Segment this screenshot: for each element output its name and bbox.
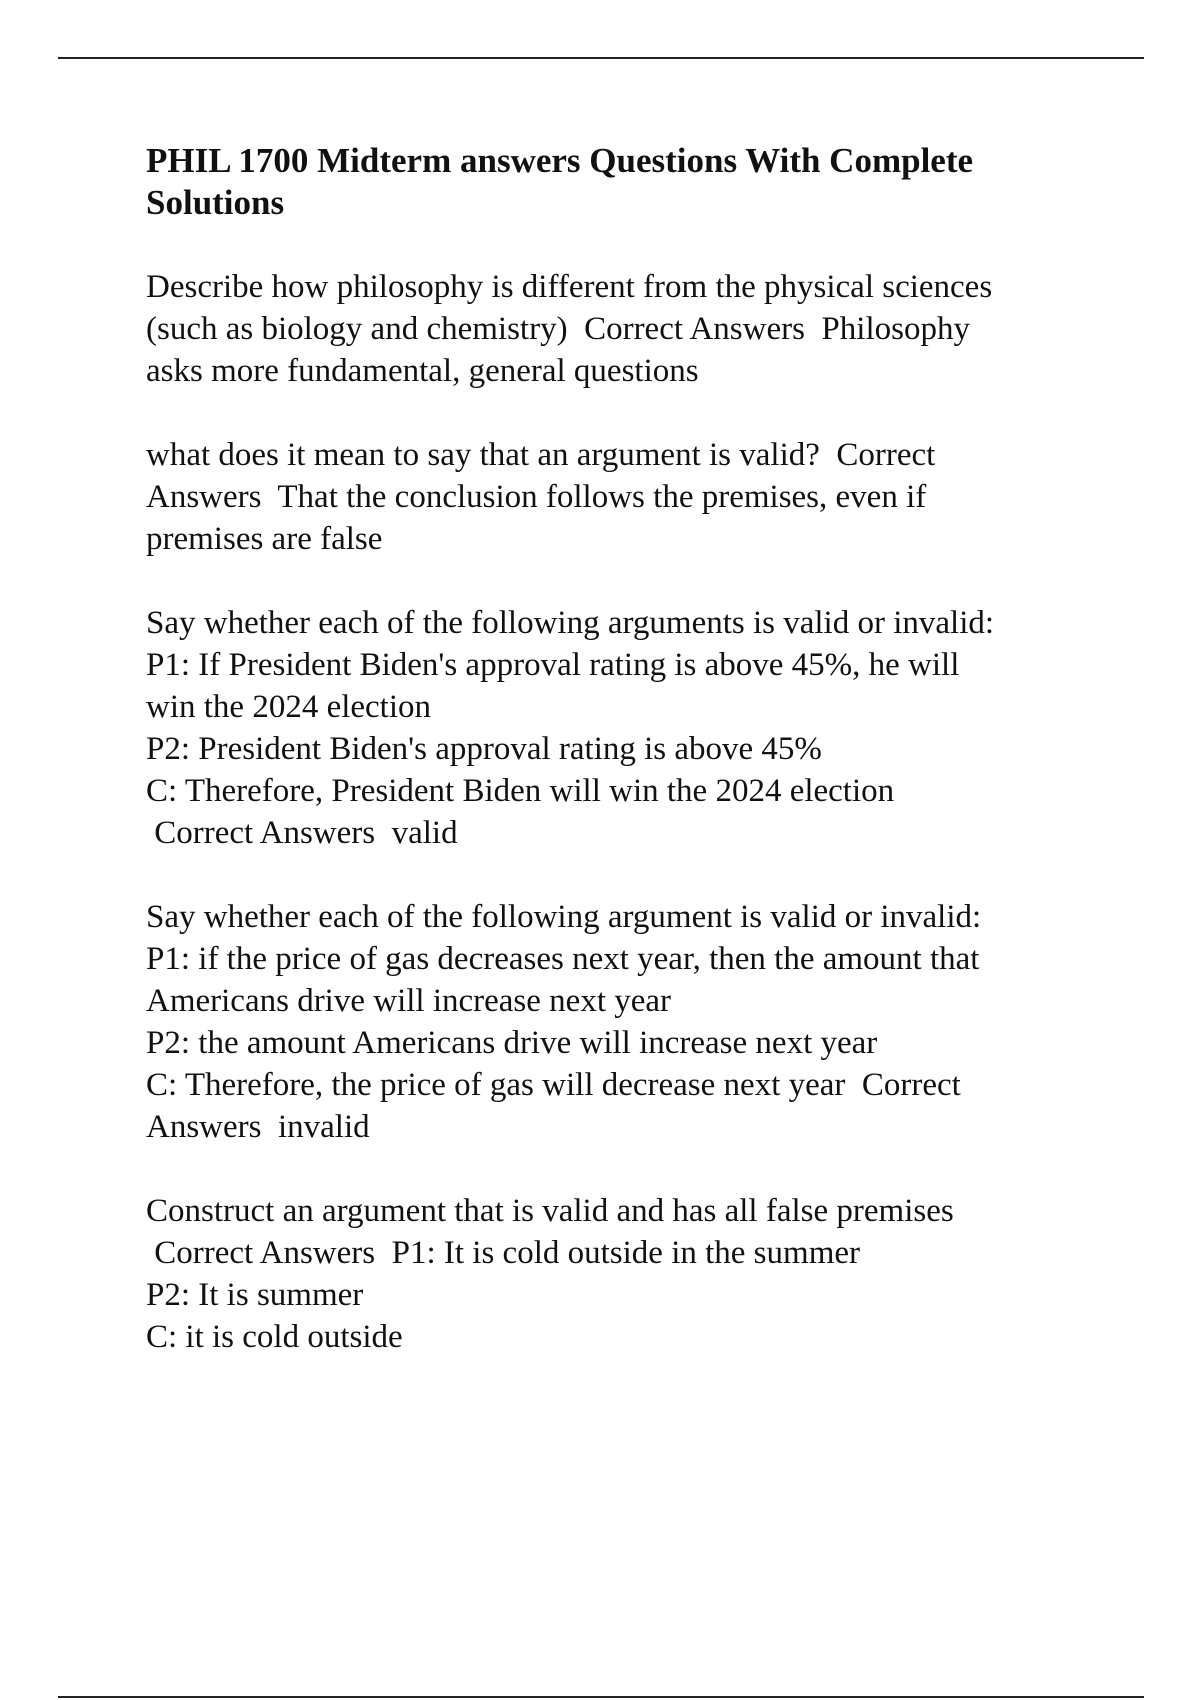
qa-item [146, 1190, 1106, 1358]
qa-line: Correct Answers valid [146, 815, 458, 851]
qa-line: Say whether each of the following arguments is valid or invalid: [146, 605, 995, 641]
qa-line: Americans drive will increase next year [146, 983, 672, 1019]
bottom-rule [58, 1696, 1144, 1698]
qa-line: Describe how philosophy is different from the physical sciences [146, 269, 993, 305]
qa-line: Correct Answers P1: It is cold outside in the summer [146, 1235, 860, 1271]
qa-line: Answers That the conclusion follows the premises, even if [146, 479, 927, 515]
qa-line: what does it mean to say that an argument is valid? Correct [146, 437, 936, 473]
qa-line: Construct an argument that is valid and has all false premises [146, 1193, 954, 1229]
title-line: Solutions [146, 183, 285, 222]
qa-line: C: it is cold outside [146, 1319, 403, 1355]
qa-line: asks more fundamental, general questions [146, 353, 699, 389]
qa-item [146, 434, 1106, 560]
qa-line: P1: if the price of gas decreases next year, then the amount that [146, 941, 980, 977]
qa-line: C: Therefore, President Biden will win the 2024 election [146, 773, 895, 809]
document-title [146, 140, 1106, 224]
qa-item [146, 896, 1106, 1148]
qa-line: P1: If President Biden's approval rating is above 45%, he will [146, 647, 960, 683]
qa-item [146, 266, 1106, 392]
qa-line: premises are false [146, 521, 383, 557]
qa-line: Say whether each of the following argument is valid or invalid: [146, 899, 982, 935]
qa-line: P2: President Biden's approval rating is above 45% [146, 731, 822, 767]
qa-item [146, 602, 1106, 854]
qa-line: Answers invalid [146, 1109, 370, 1145]
qa-line: P2: the amount Americans drive will increase next year [146, 1025, 878, 1061]
document-body [146, 140, 1106, 1400]
qa-line: win the 2024 election [146, 689, 432, 725]
qa-line: P2: It is summer [146, 1277, 364, 1313]
title-line: PHIL 1700 Midterm answers Questions With Complete [146, 141, 974, 180]
qa-line: (such as biology and chemistry) Correct Answers Philosophy [146, 311, 970, 347]
qa-line: C: Therefore, the price of gas will decrease next year Correct [146, 1067, 961, 1103]
top-rule [58, 57, 1144, 59]
